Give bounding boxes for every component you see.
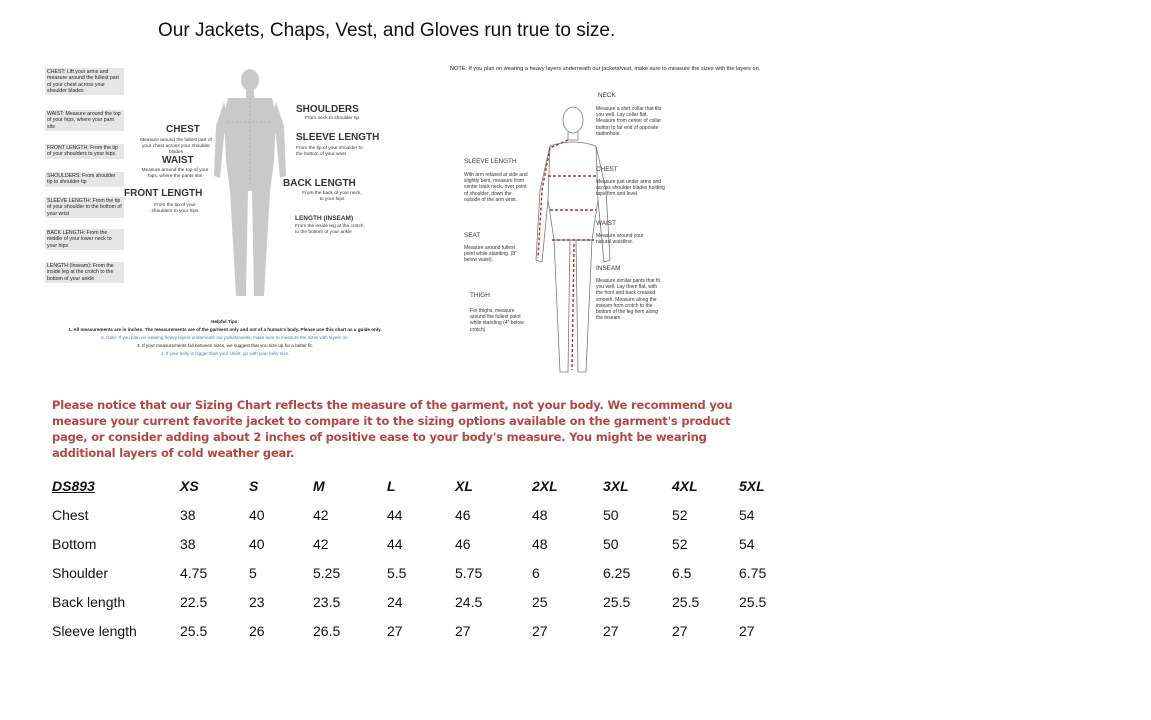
table-cell: 23 [249,593,265,610]
tip-front-length: FRONT LENGTH: From the tip of your shoulders to your hips [45,144,124,159]
table-cell: 27 [455,622,471,639]
table-row [52,529,789,558]
product-code: DS893 [52,477,95,494]
row-label: Bottom [52,535,97,552]
tip-back-length: BACK LENGTH: From the middle of your lower neck to your hips [45,229,124,250]
table-cell: 48 [532,506,548,523]
label-front-length: FRONT LENGTH [124,188,203,199]
label-waist-right: WAIST [596,220,616,227]
tip-shoulders: SHOULDERS: From shoulder tip to shoulder tip [45,172,124,187]
label-waist-right-sub: Measure around your natural waistline. [596,233,644,246]
table-row [52,616,789,645]
helpful-tips [60,318,390,358]
row-label: Shoulder [52,564,109,581]
table-cell: 50 [603,535,619,552]
left-measurement-guide [40,62,440,372]
table-cell: 25.5 [739,593,767,610]
body-silhouette-front [210,66,290,306]
label-sleeve-right: SLEEVE LENGTH [464,158,517,165]
table-cell: 24.5 [455,593,483,610]
label-front-length-sub: From the tip of your shoulders to your hips [151,203,199,214]
right-measurement-guide [448,62,778,382]
size-header-row [52,471,789,500]
size-header: 5XL [739,477,765,494]
tip-waist: WAIST: Measure around the top of your hips, where your pant sits [45,110,124,131]
row-label: Sleeve length [52,622,137,639]
helpful-tip-3: 3. If your measurements fall between sizes, we suggest that you size up for a better fit. [137,343,313,348]
table-cell: 6.75 [739,564,767,581]
table-cell: 5.25 [313,564,341,581]
table-cell: 25 [532,593,548,610]
sizing-notice: Please notice that our Sizing Chart reflects the measure of the garment, not your body. We recommend you measure your current favorite jacket to compare it to the sizing options available on the garment's product page, or consider adding about 2 inches of positive ease to your body's measure. You might be wearing additional layers of cold weather gear. [52,398,733,460]
label-chest-sub: Measure around the fullest part of your chest across your shoulder blades [140,138,212,155]
label-sleeve-right-sub: With arm relaxed at side and slightly bent, measure from center back neck, over point of shoulder, down the outside of the arm wrist. [464,172,528,203]
helpful-tip-1: 1. All measurements are in inches. The measurements are of the garment only and not of a human's body. Please use this chart as a guide only. [68,327,382,332]
size-header: XS [180,477,199,494]
label-neck-sub: Measure a shirt collar that fits you well. Lay collar flat. Measure from center of collar button to far end of opposite buttonhole. [596,106,662,137]
label-seat: SEAT [464,232,481,239]
table-cell: 40 [249,506,265,523]
table-cell: 38 [180,506,196,523]
label-inseam-sub: From the inside leg at the crotch to the bottom of your ankle [295,224,364,235]
size-header: S [249,477,259,494]
table-cell: 5.5 [387,564,407,581]
table-cell: 27 [532,622,548,639]
table-cell: 44 [387,535,403,552]
size-header: L [387,477,396,494]
size-header: M [313,477,325,494]
label-inseam: LENGTH (INSEAM) [295,215,354,222]
size-header: 2XL [532,477,558,494]
label-thigh-sub: For thighs, measure around the fullest point while standing (4" below crotch) [470,308,524,333]
size-chart-table [52,471,789,645]
label-inseam-right: INSEAM [596,265,621,272]
table-cell: 54 [739,506,755,523]
label-inseam-right-sub: Measure similar pants that fit you well. Lay them flat, with the front and back creased smooth. Measure along the inseam from crotch to the bottom of the leg hem along the inseam. [596,278,660,322]
table-cell: 44 [387,506,403,523]
table-cell: 26.5 [313,622,341,639]
table-cell: 46 [455,506,471,523]
label-shoulders: SHOULDERS [296,104,359,115]
label-waist-sub: Measure around the top of your hips, where the pants sits [141,168,209,179]
table-row [52,558,789,587]
table-cell: 54 [739,535,755,552]
table-cell: 27 [672,622,688,639]
label-waist: WAIST [162,155,194,166]
tip-chest: CHEST: Lift your arms and measure around the fullest part of your chest across your shoulder blades [45,68,124,95]
size-header: XL [455,477,473,494]
label-seat-sub: Measure around fullest point while standing. (8" below waist). [464,245,517,264]
size-header: 3XL [603,477,629,494]
label-back-length: BACK LENGTH [283,178,356,189]
table-cell: 42 [313,535,329,552]
table-cell: 25.5 [180,622,208,639]
table-cell: 22.5 [180,593,208,610]
helpful-tip-2: 2. Note: If you plan on wearing heavy layers underneath our jackets/vests, make sure to measure the sizes with layers on. [101,335,349,340]
table-cell: 42 [313,506,329,523]
table-cell: 4.75 [180,564,208,581]
label-sleeve-length-sub: From the tip of your shoulder to the bottom of your wrist [296,146,363,157]
table-cell: 48 [532,535,548,552]
table-cell: 40 [249,535,265,552]
row-label: Chest [52,506,89,523]
table-cell: 26 [249,622,265,639]
layers-note: NOTE: If you plan on wearing a heavy layers underneath our jackets/vest, make sure to measure the sizes with the layers on. [450,66,761,72]
label-chest-right: CHEST [596,166,618,173]
label-chest-right-sub: Measure just under arms and across shoulder blades holding tape firm and level. [596,179,665,198]
helpful-tips-title: Helpful Tips: [211,319,239,324]
table-cell: 6 [532,564,540,581]
label-sleeve-length: SLEEVE LENGTH [296,132,380,143]
helpful-tip-4: 4. If your belly is bigger than your chest, go with your belly size. [160,351,290,356]
table-cell: 25.5 [603,593,631,610]
label-chest: CHEST [166,124,200,135]
table-cell: 50 [603,506,619,523]
label-back-length-sub: From the back of your neck, to your hips [302,191,362,202]
table-cell: 46 [455,535,471,552]
table-cell: 52 [672,506,688,523]
table-cell: 25.5 [672,593,700,610]
table-cell: 5.75 [455,564,483,581]
label-shoulders-sub: From neck to shoulder tip [304,116,360,121]
table-cell: 6.25 [603,564,631,581]
table-cell: 52 [672,535,688,552]
tip-sleeve-length: SLEEVE LENGTH: From the tip of your shoulder to the bottom of your wrist [45,197,124,218]
table-cell: 38 [180,535,196,552]
table-cell: 27 [739,622,755,639]
table-row [52,587,789,616]
table-cell: 6.5 [672,564,692,581]
table-cell: 23.5 [313,593,341,610]
table-cell: 27 [387,622,403,639]
page-headline: Our Jackets, Chaps, Vest, and Gloves run true to size. [158,20,616,41]
table-row [52,500,789,529]
label-neck: NECK [598,92,616,99]
table-cell: 27 [603,622,619,639]
tip-inseam: LENGTH (Inseam): From the inside leg at the crotch to the bottom of your ankle [45,262,124,283]
row-label: Back length [52,593,126,610]
size-header: 4XL [672,477,698,494]
table-cell: 24 [387,593,403,610]
table-cell: 5 [249,564,257,581]
label-thigh: THIGH [470,292,490,299]
